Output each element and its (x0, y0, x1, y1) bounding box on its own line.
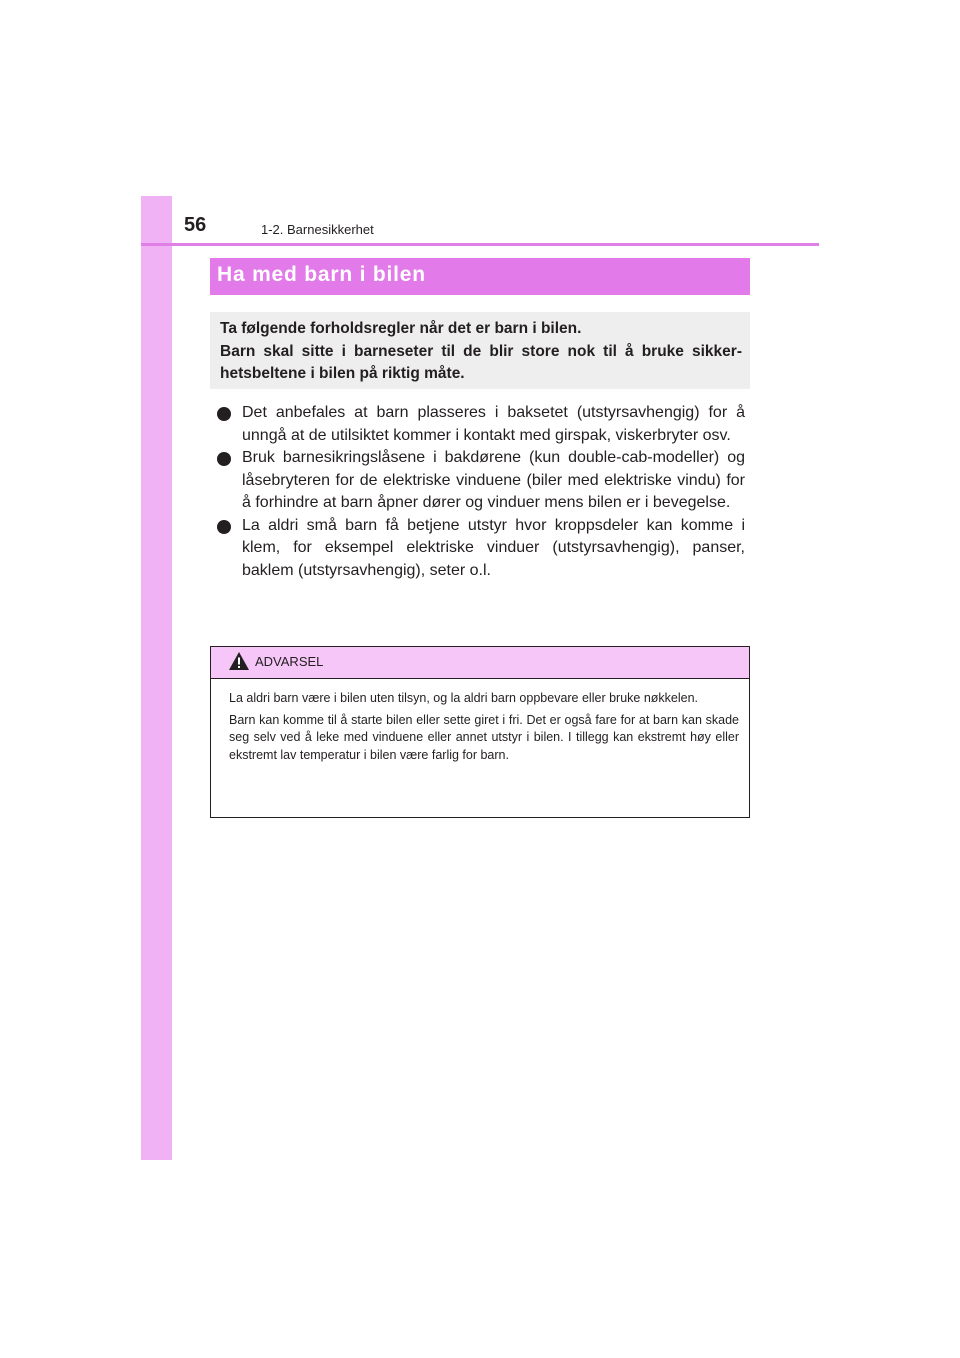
warning-label: ADVARSEL (255, 654, 324, 669)
list-item (217, 515, 745, 583)
warning-paragraph-2: Barn kan komme til å starte bilen eller sette giret i fri. Det er også fare for at barn kan skade seg selv ved å leke med vinduene eller annet utstyr i bilen. I tillegg kan ekstremt høy eller ekstremt lav temperatur i bilen være farlig for barn. (229, 712, 739, 762)
page-title: Ha med barn i bilen (217, 263, 426, 286)
bullet-dot-icon (217, 520, 231, 534)
section-label: 1-2. Barnesikkerhet (261, 222, 374, 237)
title-bar (210, 258, 750, 295)
bullet-dot-icon (217, 452, 231, 466)
warning-box (210, 646, 750, 818)
header-rule (141, 243, 819, 246)
bullet-dot-icon (217, 407, 231, 421)
side-strip (141, 196, 172, 1160)
intro-line-1: Ta følgende forholdsregler når det er barn i bilen. (220, 320, 582, 337)
warning-body (211, 679, 749, 764)
list-item-text: Det anbefales at barn plasseres i baksetet (utstyrsavhengig) for å unngå at de utilsiktet kommer i kontakt med girspak, viskerbryter osv. (242, 404, 745, 444)
warning-paragraph-1: La aldri barn være i bilen uten tilsyn, og la aldri barn oppbevare eller bruke nøkkelen. (229, 691, 699, 705)
intro-box (210, 312, 750, 389)
warning-triangle-icon (228, 651, 250, 671)
bullet-list (217, 402, 745, 582)
list-item (217, 402, 745, 447)
intro-line-2: Barn skal sitte i barneseter til de blir store nok til å bruke sikker-hetsbeltene i bilen på riktig måte. (220, 342, 742, 382)
page-number: 56 (184, 214, 207, 236)
list-item (217, 447, 745, 515)
warning-header (211, 647, 749, 679)
list-item-text: Bruk barnesikringslåsene i bakdørene (kun double-cab-modeller) og låsebryteren for de elektriske vinduene (biler med elektriske vindu) for å forhindre at barn åpner dører og vinduer mens bilen er i bevegelse. (242, 449, 745, 511)
list-item-text: La aldri små barn få betjene utstyr hvor kroppsdeler kan komme i klem, for eksempel elektriske vinduer (utstyrsavhengig), panser, baklem (utstyrsavhengig), seter o.l. (242, 516, 745, 579)
